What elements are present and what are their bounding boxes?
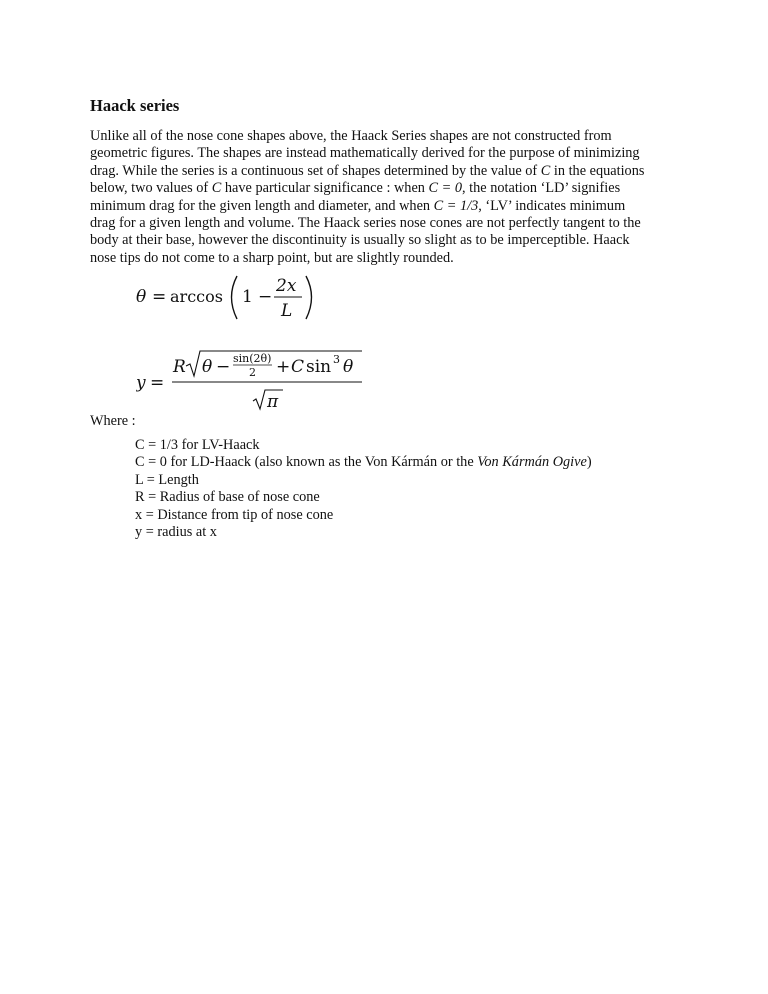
body-paragraph [90,128,680,267]
eq1-denominator: L [281,301,293,321]
paragraph-line: body at their base, however the discontinuity is usually so slight as to be imperceptible. Haack [90,232,630,249]
eq2-y: y [136,373,146,393]
theta-equation [136,272,336,324]
condition-lv: C = 1/3 [433,197,479,214]
where-label: Where : [90,413,136,429]
eq1-numerator: 2x [276,276,297,296]
von-karman-ogive: Von Kármán Ogive [477,454,587,471]
variable-c: C [540,162,551,179]
definition-item: y = radius at x [135,524,217,541]
paragraph-line: drag. While the series is a continuous set of shapes determined by the value of C in the equations [90,162,645,179]
eq1-equals: = [152,287,167,307]
definition-item: L = Length [135,471,199,488]
y-equation [136,348,376,412]
definition-item: x = Distance from tip of nose cone [135,506,334,523]
eq2-sin2theta: sin(2θ) [233,352,272,365]
section-heading: Haack series [90,96,180,115]
eq2-cube: 3 [333,353,340,366]
eq2-sin: sin [306,357,332,377]
eq2-plus: + [276,357,291,377]
paragraph-line: nose tips do not come to a sharp point, but are slightly rounded. [90,249,454,266]
paragraph-line: Unlike all of the nose cone shapes above, the Haack Series shapes are not constructed from [90,128,612,144]
eq2-pi: π [267,392,279,412]
definitions-list [135,437,592,541]
eq1-minus: − [258,287,273,307]
eq1-left-paren [232,276,238,319]
paragraph-line: below, two values of C have particular significance : when C = 0, the notation ‘LD’ signifies [90,180,621,197]
variable-c: C [211,180,222,197]
eq2-R: R [173,357,186,377]
paragraph-line: minimum drag for the given length and diameter, and when C = 1/3, ‘LV’ indicates minimum [90,197,626,214]
definition-item: C = 1/3 for LV-Haack [135,437,260,453]
condition-ld: C = 0 [428,180,463,197]
eq1-theta: θ [136,287,147,307]
eq1-right-paren [306,276,312,319]
eq2-minus: − [216,357,231,377]
eq2-equals: = [150,373,165,393]
eq2-C: C [291,357,305,377]
definition-item: C = 0 for LD-Haack (also known as the Von Kármán or the Von Kármán Ogive) [135,454,592,471]
eq2-theta: θ [202,357,213,377]
definition-item: R = Radius of base of nose cone [135,489,320,506]
paragraph-line: drag for a given length and volume. The Haack series nose cones are not perfectly tangent to the [90,215,641,232]
eq1-arccos: arccos [170,287,223,306]
eq2-theta2: θ [343,357,354,377]
paragraph-line: geometric figures. The shapes are instead mathematically derived for the purpose of minimizing [90,145,640,162]
eq2-two: 2 [249,366,256,379]
eq1-one: 1 [242,287,253,307]
